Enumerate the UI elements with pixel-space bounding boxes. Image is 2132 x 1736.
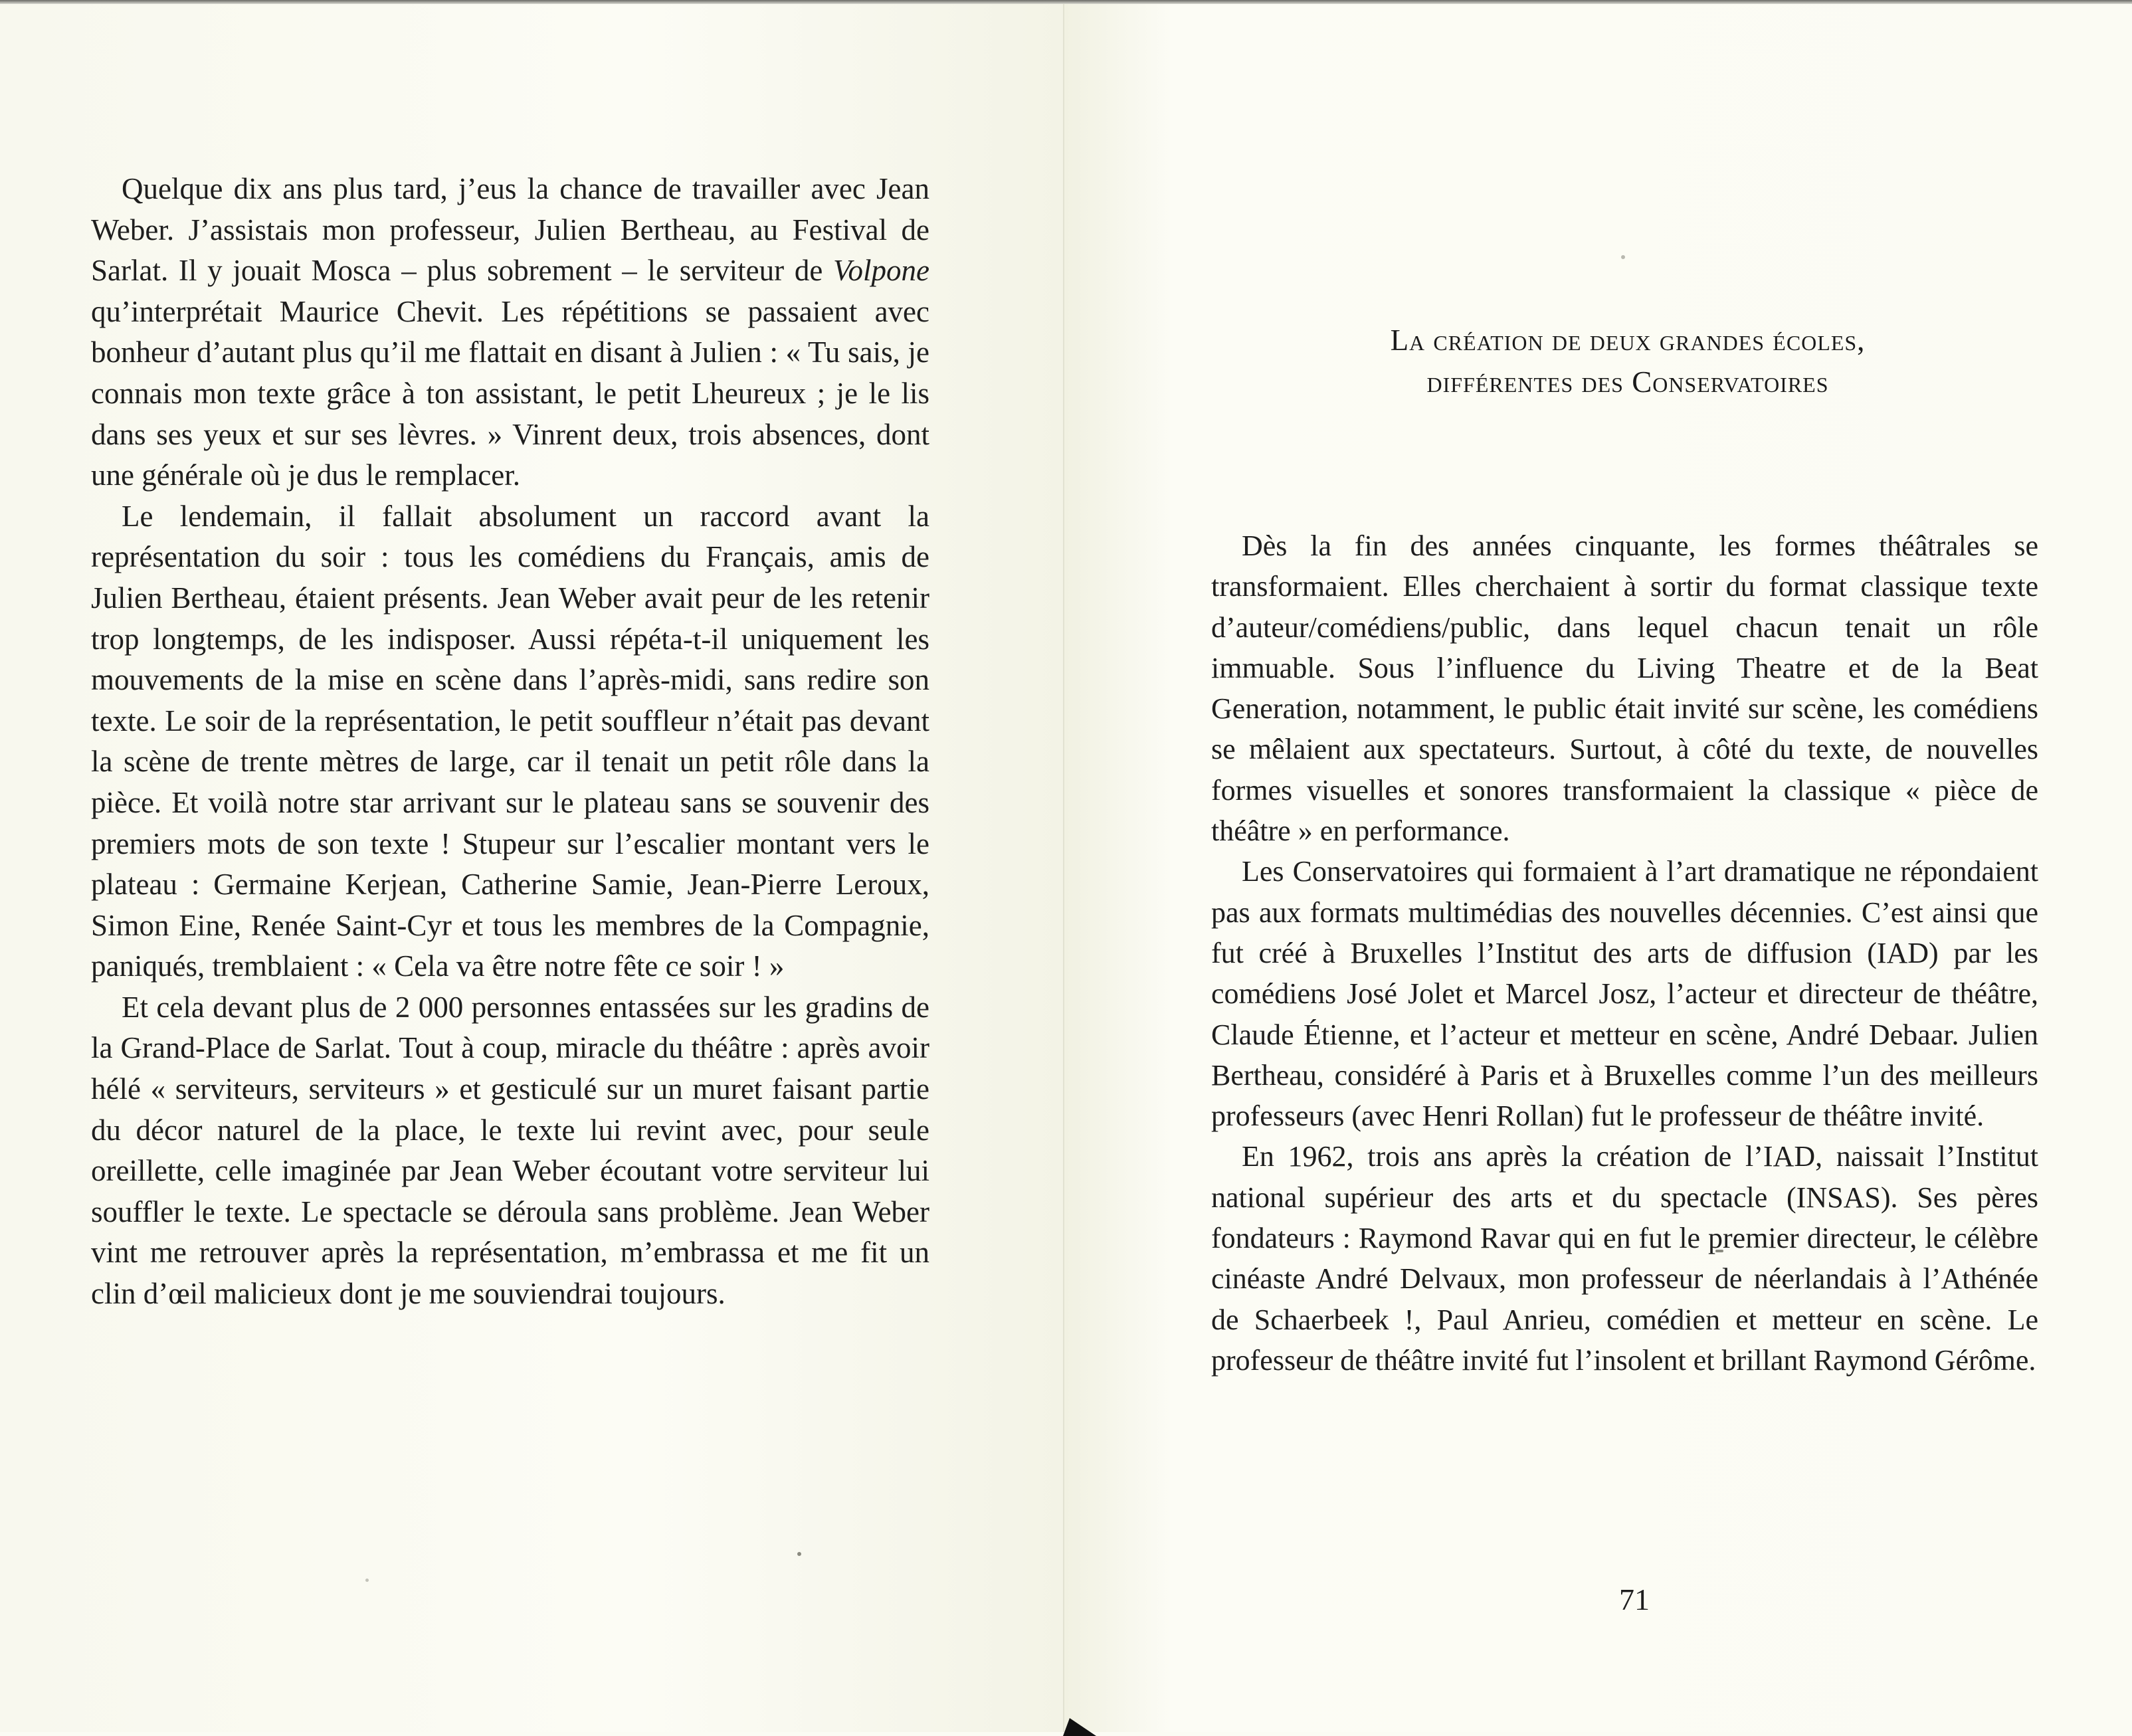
scan-corner-shadow xyxy=(1063,1718,1096,1736)
chapter-title xyxy=(1196,320,2060,403)
right-page-body xyxy=(1211,526,2038,1381)
scan-speck xyxy=(1621,255,1625,259)
right-paragraph-1: Dès la fin des années cinquante, les formes théâtrales se transformaient. Elles cherchaient à sortir du format classique texte d’auteur/comédiens/public, dans lequel chacun tenait un rôle immuable. Sous l’influence du Living Theatre et de la Beat Generation, notamment, le public était invité sur scène, les comédiens se mêlaient aux spectateurs. Surtout, à côté du texte, de nouvelles formes visuelles et sonores transformaient la classique « pièce de théâtre » en performance. xyxy=(1211,530,2038,848)
right-paragraph-3: En 1962, trois ans après la création de l’IAD, naissait l’Institut national supérieur des arts et du spectacle (INSAS). Ses pères fondateurs : Raymond Ravar qui en fut le premier directeur, le célèbre cinéaste André Delvaux, mon professeur de néerlandais à l’Athénée de Schaerbeek !, Paul Anrieu, comédien et metteur en scène. Le professeur de théâtre invité fut l’insolent et brillant Raymond Gérôme. xyxy=(1211,1140,2038,1377)
chapter-title-line-1: La création de deux grandes écoles, xyxy=(1390,324,1866,357)
left-paragraph-3: Et cela devant plus de 2 000 personnes entassées sur les gradins de la Grand-Place de Sarlat. Tout à coup, miracle du théâtre : après avoir hélé « serviteurs, serviteurs » et gesticulé sur un muret faisant partie du décor naturel de la place, le texte lui revint avec, pour seule oreillette, celle imaginée par Jean Weber écoutant votre serviteur lui souffler le texte. Le spectacle se déroula sans problème. Jean Weber vint me retrouver après la représentation, m’embrassa et me fit un clin d’œil malicieux dont je me souviendrai toujours. xyxy=(91,990,929,1311)
scan-speck xyxy=(797,1552,801,1556)
chapter-title-line-2: différentes des Conservatoires xyxy=(1426,365,1829,399)
left-paragraph-1 xyxy=(91,169,929,496)
left-page-body xyxy=(91,169,929,1315)
left-paragraph-1-text-after: qu’interprétait Maurice Chevit. Les répétitions se passaient avec bonheur d’autant plus qu’il me flattait en disant à Julien : « Tu sais, je connais mon texte grâce à ton assistant, le petit Lheureux ; je le lis dans ses yeux et sur ses lèvres. » Vinrent deux, trois absences, dont une générale où je dus le remplacer. xyxy=(91,294,929,492)
page-number: 71 xyxy=(1619,1583,1650,1616)
play-title-volpone: Volpone xyxy=(833,254,929,288)
right-paragraph-2: Les Conservatoires qui formaient à l’art dramatique ne répondaient pas aux formats multimédias des nouvelles décennies. C’est ainsi que fut créé à Bruxelles l’Institut des arts de diffusion (IAD) par les comédiens José Jolet et Marcel Josz, l’acteur et directeur de théâtre, Claude Étienne, et l’acteur et metteur en scène, André Debaar. Julien Bertheau, considéré à Paris et à Bruxelles comme l’un des meilleurs professeurs (avec Henri Rollan) fut le professeur de théâtre invité. xyxy=(1211,855,2038,1133)
left-page xyxy=(0,4,1064,1732)
left-paragraph-2: Le lendemain, il fallait absolument un raccord avant la représentation du soir : tous les comédiens du Français, amis de Julien Bertheau, étaient présents. Jean Weber avait peur de les retenir trop longtemps, de les indisposer. Aussi répéta-t-il uniquement les mouvements de la mise en scène dans l’après-midi, sans redire son texte. Le soir de la représentation, le petit souffleur n’était pas devant la scène de trente mètres de large, car il tenait un petit rôle dans la pièce. Et voilà notre star arrivant sur le plateau sans se souvenir des premiers mots de son texte ! Stupeur sur l’escalier montant vers le plateau : Germaine Kerjean, Catherine Samie, Jean-Pierre Leroux, Simon Eine, Renée Saint-Cyr et tous les membres de la Compagnie, paniqués, tremblaient : « Cela va être notre fête ce soir ! » xyxy=(91,499,929,983)
book-spread xyxy=(0,4,2132,1732)
left-paragraph-1-text-before: Quelque dix ans plus tard, j’eus la chance de travailler avec Jean Weber. J’assistais mon professeur, Julien Bertheau, au Festival de Sarlat. Il y jouait Mosca – plus sobrement – le serviteur de xyxy=(91,172,929,288)
scan-speck xyxy=(365,1579,369,1582)
